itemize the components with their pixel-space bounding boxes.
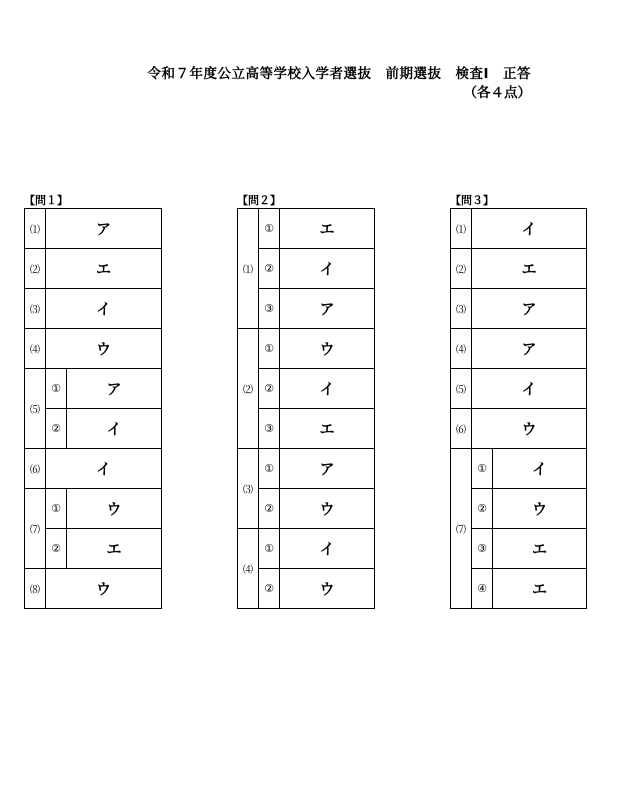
sub-number: ④ <box>472 569 493 609</box>
question-number: ⑻ <box>25 569 46 609</box>
question-number: ⑴ <box>238 209 259 329</box>
table-row <box>451 249 587 289</box>
question-number: ⑹ <box>451 409 472 449</box>
page-title: 令和７年度公立高等学校入学者選抜 前期選抜 検査Ⅰ 正答 <box>147 66 531 82</box>
question-number: ⑺ <box>25 489 46 569</box>
sub-number: ① <box>259 209 280 249</box>
table-row <box>238 569 375 609</box>
sub-number: ③ <box>472 529 493 569</box>
answer-cell: ウ <box>472 409 587 449</box>
answer-cell: イ <box>472 209 587 249</box>
table-row <box>238 489 375 529</box>
sub-number: ① <box>472 449 493 489</box>
table-row <box>451 569 587 609</box>
question-number: ⑺ <box>451 449 472 609</box>
table-row <box>451 369 587 409</box>
answer-cell: エ <box>67 529 162 569</box>
answer-cell: ウ <box>67 489 162 529</box>
table-row <box>25 329 162 369</box>
question-number: ⑶ <box>238 449 259 529</box>
answer-cell: ウ <box>493 489 587 529</box>
answer-cell: イ <box>46 289 162 329</box>
answer-cell: エ <box>472 249 587 289</box>
answer-cell: イ <box>493 449 587 489</box>
q3-label: 【問３】 <box>450 194 494 207</box>
answer-cell: イ <box>280 529 375 569</box>
sub-number: ① <box>259 529 280 569</box>
question-number: ⑶ <box>25 289 46 329</box>
question-number: ⑵ <box>238 329 259 449</box>
table-row <box>451 449 587 489</box>
table-row <box>451 329 587 369</box>
question-number: ⑷ <box>25 329 46 369</box>
table-row <box>25 449 162 489</box>
answer-cell: イ <box>280 369 375 409</box>
table-row <box>25 369 162 409</box>
sub-number: ③ <box>259 289 280 329</box>
sub-number: ① <box>46 369 67 409</box>
table-row <box>238 329 375 369</box>
table-row <box>25 489 162 529</box>
sub-number: ② <box>46 409 67 449</box>
answer-cell: エ <box>280 209 375 249</box>
sub-number: ① <box>259 329 280 369</box>
answer-cell: エ <box>493 569 587 609</box>
question-number: ⑵ <box>25 249 46 289</box>
sub-number: ② <box>259 489 280 529</box>
answer-cell: ウ <box>280 489 375 529</box>
answer-cell: エ <box>493 529 587 569</box>
sub-number: ② <box>259 369 280 409</box>
sub-number: ② <box>259 569 280 609</box>
table-row <box>238 369 375 409</box>
answer-cell: イ <box>46 449 162 489</box>
table-row <box>451 529 587 569</box>
answer-cell: ウ <box>46 569 162 609</box>
table-row <box>25 409 162 449</box>
sub-number: ① <box>259 449 280 489</box>
question-number: ⑵ <box>451 249 472 289</box>
question-number: ⑸ <box>451 369 472 409</box>
points-note: （各４点） <box>463 85 531 101</box>
question-number: ⑶ <box>451 289 472 329</box>
answer-cell: イ <box>67 409 162 449</box>
question-number: ⑴ <box>25 209 46 249</box>
q3-answer-table <box>450 208 587 609</box>
table-row <box>25 209 162 249</box>
q2-answer-table <box>237 208 375 609</box>
table-row <box>25 249 162 289</box>
question-number: ⑴ <box>451 209 472 249</box>
table-row <box>238 449 375 489</box>
q1-answer-table <box>24 208 162 609</box>
table-row <box>238 409 375 449</box>
sub-number: ② <box>46 529 67 569</box>
table-row <box>25 529 162 569</box>
answer-cell: エ <box>280 409 375 449</box>
answer-cell: ア <box>46 209 162 249</box>
q2-label: 【問２】 <box>237 194 281 207</box>
answer-cell: ア <box>472 289 587 329</box>
question-number: ⑸ <box>25 369 46 449</box>
answer-cell: ア <box>472 329 587 369</box>
question-number: ⑹ <box>25 449 46 489</box>
table-row <box>451 489 587 529</box>
table-row <box>238 249 375 289</box>
answer-cell: イ <box>280 249 375 289</box>
table-row <box>451 209 587 249</box>
table-row <box>25 569 162 609</box>
table-row <box>451 289 587 329</box>
table-row <box>238 289 375 329</box>
answer-cell: ウ <box>280 329 375 369</box>
table-row <box>451 409 587 449</box>
q1-label: 【問１】 <box>24 194 68 207</box>
sub-number: ② <box>259 249 280 289</box>
table-row <box>25 289 162 329</box>
answer-cell: エ <box>46 249 162 289</box>
sub-number: ② <box>472 489 493 529</box>
question-number: ⑷ <box>238 529 259 609</box>
answer-cell: ア <box>280 449 375 489</box>
answer-cell: ウ <box>46 329 162 369</box>
answer-cell: イ <box>472 369 587 409</box>
answer-cell: ア <box>67 369 162 409</box>
question-number: ⑷ <box>451 329 472 369</box>
table-row <box>238 529 375 569</box>
table-row <box>238 209 375 249</box>
answer-cell: ア <box>280 289 375 329</box>
answer-cell: ウ <box>280 569 375 609</box>
sub-number: ① <box>46 489 67 529</box>
sub-number: ③ <box>259 409 280 449</box>
